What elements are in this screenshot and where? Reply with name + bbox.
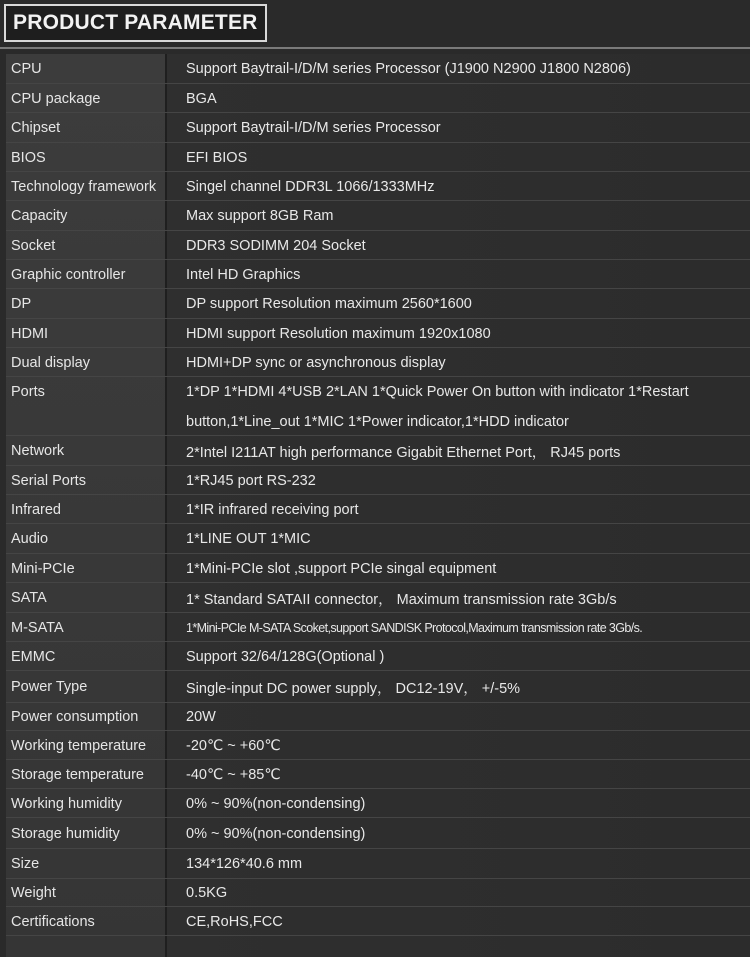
spec-row [6,319,750,348]
spec-label: Technology framework [11,178,157,195]
spec-label: Infrared [11,501,61,518]
spec-value: Support 32/64/128G(Optional ) [186,648,385,665]
spec-row [6,818,750,849]
spec-value: 1* Standard SATAII connector， Maximum transmission rate 3Gb/s [186,591,617,608]
spec-value: Max support 8GB Ram [186,208,334,224]
spec-value: HDMI support Resolution maximum 1920x1080 [186,325,491,342]
spec-label: SATA [11,590,47,606]
spec-row [6,760,750,789]
spec-row [6,642,750,671]
spec-row [6,849,750,879]
spec-label: Network [11,443,65,459]
spec-value: Intel HD Graphics [186,266,301,283]
spec-row [6,172,750,201]
spec-value: 20W [186,709,216,725]
spec-value: DDR3 SODIMM 204 Socket [186,237,366,254]
spec-value: Support Baytrail-I/D/M series Processor [186,120,441,136]
spec-row [6,143,750,172]
spec-row [6,54,750,84]
spec-label: Audio [11,531,49,547]
spec-value: 1*Mini-PCIe M-SATA Scoket,support SANDISK Protocol,Maximum transmission rate 3Gb/s. [186,620,643,635]
spec-row [6,377,750,407]
spec-label: Storage humidity [11,825,120,842]
spec-row [6,407,750,436]
header [0,0,750,48]
spec-label: Socket [11,237,56,254]
spec-value: 1*LINE OUT 1*MIC [186,531,311,547]
spec-value: Singel channel DDR3L 1066/1333MHz [186,178,435,195]
spec-value: 1*DP 1*HDMI 4*USB 2*LAN 1*Quick Power On button with indicator 1*Restart [186,384,689,400]
spec-row [6,201,750,231]
spec-value: button,1*Line_out 1*MIC 1*Power indicator,1*HDD indicator [186,413,569,430]
spec-value: 2*Intel I211AT high performance Gigabit Ethernet Port， RJ45 ports [186,444,621,461]
spec-row [6,113,750,143]
spec-label: Dual display [11,354,90,371]
spec-row [6,348,750,377]
spec-table [6,54,750,957]
spec-label: Serial Ports [11,472,86,489]
spec-label: CPU package [11,90,101,107]
spec-row [6,703,750,731]
spec-label: DP [11,296,32,312]
spec-label: Graphic controller [11,266,126,283]
spec-value: -20℃ ~ +60℃ [186,737,281,754]
spec-label: M-SATA [11,619,64,636]
spec-value: 134*126*40.6 mm [186,856,303,872]
spec-row [6,436,750,466]
spec-row [6,671,750,703]
spec-label: Chipset [11,120,61,136]
spec-value: 0% ~ 90%(non-condensing) [186,825,366,842]
spec-value: Support Baytrail-I/D/M series Processor (J1900 N2900 J1800 N2806) [186,61,631,77]
spec-row [6,554,750,583]
spec-row [6,524,750,554]
spec-label: Capacity [11,208,68,224]
spec-row [6,879,750,907]
spec-label: EMMC [11,648,56,665]
spec-label: Working temperature [11,737,147,754]
spec-row [6,789,750,818]
spec-label: BIOS [11,149,46,166]
spec-row [6,613,750,642]
spec-row [6,84,750,113]
spec-label: Power Type [11,679,88,695]
spec-value: 0% ~ 90%(non-condensing) [186,795,366,812]
spec-label: Weight [11,885,56,901]
spec-value: HDMI+DP sync or asynchronous display [186,354,446,371]
spec-row [6,289,750,319]
spec-value: -40℃ ~ +85℃ [186,766,281,783]
spec-row [6,466,750,495]
spec-row [6,260,750,289]
spec-row [6,907,750,936]
spec-label: Mini-PCIe [11,560,75,577]
spec-value: Single-input DC power supply， DC12-19V， +/-5% [186,680,521,697]
spec-value: 1*Mini-PCIe slot ,support PCIe singal equipment [186,560,497,577]
spec-value: CE,RoHS,FCC [186,913,283,930]
spec-label: Size [11,856,40,872]
spec-label: Working humidity [11,795,122,812]
spec-row [6,583,750,613]
page-title: PRODUCT PARAMETER [13,11,258,34]
spec-row [6,731,750,760]
spec-label: Ports [11,384,45,400]
spec-label: Storage temperature [11,766,144,783]
spec-label: Power consumption [11,709,139,725]
spec-value: EFI BIOS [186,149,248,166]
spec-value: 1*RJ45 port RS-232 [186,472,316,489]
spec-label: HDMI [11,325,49,342]
spec-value: 1*IR infrared receiving port [186,501,359,518]
spec-row [6,231,750,260]
spec-value: 0.5KG [186,885,228,901]
header-divider [0,47,750,49]
spec-value: DP support Resolution maximum 2560*1600 [186,296,472,312]
spec-value: BGA [186,90,217,107]
spec-label: CPU [11,61,42,77]
title-box [4,4,267,42]
spec-row [6,495,750,524]
spec-label: Certifications [11,913,95,930]
